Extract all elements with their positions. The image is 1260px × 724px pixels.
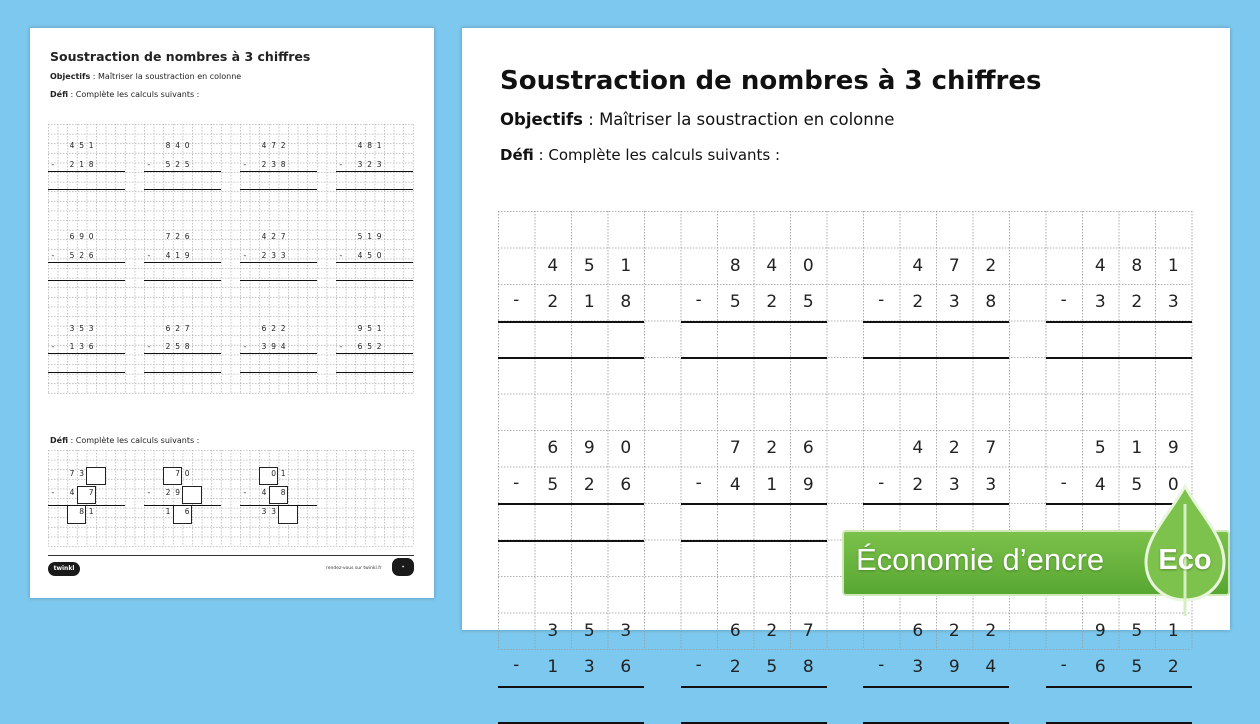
digit: 9: [948, 657, 960, 677]
thumbnail-digit: 9: [357, 323, 363, 333]
thumbnail-digit: 6: [357, 341, 363, 351]
answer-line: [498, 540, 644, 542]
answer-line: [681, 686, 827, 688]
answer-line: [681, 503, 827, 505]
digit: 5: [1131, 620, 1143, 641]
thumbnail-digit: 5: [175, 341, 180, 351]
thumbnail-digit: 7: [184, 323, 190, 333]
thumbnail-answer-line: [240, 171, 317, 172]
thumbnail-digit: 7: [280, 232, 286, 242]
thumbnail-answer-line: [144, 262, 221, 263]
digit: 5: [1094, 438, 1106, 458]
thumbnail-digit: 1: [376, 141, 382, 151]
digit: 2: [912, 474, 924, 495]
answer-line: [863, 357, 1009, 359]
thumbnail-digit: 3: [79, 469, 84, 478]
thumbnail-digit: 1: [165, 507, 171, 517]
thumbnail-answer-line: [240, 280, 317, 281]
thumbnail-digit: 5: [357, 232, 363, 242]
thumbnail-digit: 8: [184, 341, 190, 351]
digit: 8: [729, 255, 741, 276]
thumbnail-digit: 3: [88, 323, 94, 333]
digit: 9: [1167, 438, 1179, 458]
thumbnail-digit: 4: [261, 141, 267, 151]
thumbnail-digit: 5: [184, 159, 190, 169]
digit: 1: [1131, 438, 1143, 458]
digit: 3: [1167, 292, 1179, 312]
thumbnail-digit: 2: [271, 323, 276, 333]
digit: 3: [985, 474, 997, 495]
thumbnail-exercise-area: [30, 28, 434, 598]
thumbnail-answer-line: [240, 262, 317, 263]
digit: 2: [1131, 292, 1143, 312]
missing-digit-box: [182, 486, 201, 504]
thumbnail-digit: 5: [367, 341, 372, 351]
thumbnail-digit: 0: [184, 141, 190, 151]
thumbnail-answer-line: [240, 372, 317, 373]
digit: 6: [802, 438, 814, 458]
digit: 2: [766, 620, 778, 641]
digit: 6: [620, 657, 632, 677]
thumbnail-challenge-2: Défi : Complète les calculs suivants :: [50, 436, 200, 445]
minus-sign: -: [1060, 655, 1067, 675]
thumbnail-minus-sign: -: [243, 159, 247, 169]
digit: 2: [766, 292, 778, 312]
digit: 5: [1131, 657, 1143, 677]
digit: 5: [1131, 474, 1143, 495]
thumbnail-digit: 2: [280, 323, 286, 333]
thumbnail-digit: 4: [261, 232, 267, 242]
thumbnail-digit: 8: [88, 159, 94, 169]
missing-digit-box: [278, 505, 297, 523]
thumbnail-digit: 7: [165, 232, 171, 242]
thumbnail-digit: 4: [261, 488, 267, 498]
thumbnail-answer-line: [144, 372, 221, 373]
answer-line: [681, 321, 827, 323]
minus-sign: -: [1060, 290, 1067, 310]
digit: 8: [985, 292, 997, 312]
answer-line: [498, 686, 644, 688]
thumbnail-digit: 1: [280, 469, 286, 478]
thumbnail-challenge: Défi : Complète les calculs suivants :: [50, 90, 200, 99]
thumbnail-objectives: Objectifs : Maîtriser la soustraction en colonne: [50, 72, 242, 81]
thumbnail-digit: 5: [79, 323, 84, 333]
digit: 2: [985, 620, 997, 641]
answer-line: [863, 686, 1009, 688]
thumbnail-digit: 2: [79, 250, 84, 260]
thumbnail-digit: 5: [69, 250, 75, 260]
digit: 6: [912, 620, 924, 641]
thumbnail-digit: 6: [88, 341, 94, 351]
digit: 0: [620, 438, 632, 458]
digit: 0: [1167, 474, 1179, 495]
thumbnail-digit: 1: [376, 323, 382, 333]
digit: 4: [912, 255, 924, 276]
digit: 2: [1167, 657, 1179, 677]
thumbnail-digit: 1: [88, 507, 94, 517]
thumbnail-digit: 2: [165, 341, 171, 351]
digit: 6: [620, 474, 632, 495]
minus-sign: -: [513, 472, 520, 493]
digit: 4: [1094, 255, 1106, 276]
footer-site: rendez-vous sur twinkl.fr: [326, 566, 382, 571]
thumbnail-minus-sign: -: [243, 488, 247, 498]
thumbnail-digit: 1: [367, 232, 372, 242]
thumbnail-digit: 8: [165, 141, 171, 151]
digit: 1: [547, 657, 559, 677]
thumbnail-digit: 6: [184, 507, 190, 517]
answer-line: [498, 321, 644, 323]
thumbnail-digit: 6: [261, 323, 267, 333]
digit: 4: [547, 255, 559, 276]
digit: 3: [1094, 292, 1106, 312]
thumbnail-minus-sign: -: [51, 488, 55, 498]
twinkl-logo: twinkl: [48, 562, 80, 576]
digit: 4: [912, 438, 924, 458]
thumbnail-digit: 4: [357, 141, 363, 151]
thumbnail-answer-line: [48, 505, 125, 506]
answer-line: [498, 357, 644, 359]
digit: 4: [985, 657, 997, 677]
thumbnail-answer-line: [240, 505, 317, 506]
eco-badge: Eco: [1158, 544, 1212, 576]
thumbnail-digit: 2: [271, 232, 276, 242]
thumbnail-minus-sign: -: [51, 250, 55, 260]
digit: 3: [620, 620, 632, 641]
thumbnail-digit: 4: [357, 250, 363, 260]
minus-sign: -: [513, 655, 520, 675]
digit: 2: [547, 292, 559, 312]
digit: 3: [948, 474, 960, 495]
digit: 5: [583, 255, 595, 276]
thumbnail-digit: 7: [175, 469, 180, 478]
digit: 8: [802, 657, 814, 677]
thumbnail-answer-line: [48, 280, 125, 281]
thumbnail-answer-line: [240, 353, 317, 354]
digit: 0: [802, 255, 814, 276]
thumbnail-digit: 6: [165, 323, 171, 333]
thumbnail-minus-sign: -: [339, 341, 343, 351]
thumbnail-minus-sign: -: [147, 341, 151, 351]
thumbnail-minus-sign: -: [147, 488, 151, 498]
thumbnail-digit: 1: [88, 141, 94, 151]
digit: 1: [1167, 620, 1179, 641]
thumbnail-answer-line: [144, 353, 221, 354]
thumbnail-minus-sign: -: [243, 250, 247, 260]
thumbnail-answer-line: [336, 171, 413, 172]
thumbnail-digit: 8: [367, 141, 372, 151]
digit: 1: [766, 474, 778, 495]
thumbnail-digit: 0: [184, 469, 190, 478]
thumbnail-digit: 2: [261, 159, 267, 169]
thumbnail-answer-line: [336, 353, 413, 354]
digit: 5: [802, 292, 814, 312]
thumbnail-digit: 4: [69, 141, 75, 151]
thumbnail-digit: 9: [184, 250, 190, 260]
thumbnail-digit: 3: [69, 323, 75, 333]
thumbnail-grid-bottom: [48, 450, 414, 547]
thumbnail-digit: 4: [280, 341, 286, 351]
thumbnail-digit: 8: [280, 159, 286, 169]
thumbnail-answer-line: [144, 189, 221, 190]
digit: 3: [912, 657, 924, 677]
thumbnail-digit: 3: [261, 341, 267, 351]
thumbnail-digit: 6: [88, 250, 94, 260]
minus-sign: -: [878, 655, 885, 675]
worksheet-thumbnail[interactable]: [30, 28, 434, 598]
digit: 2: [583, 474, 595, 495]
thumbnail-digit: 4: [175, 141, 180, 151]
thumbnail-digit: 1: [79, 159, 84, 169]
digit: 2: [948, 438, 960, 458]
thumbnail-digit: 2: [69, 159, 75, 169]
minus-sign: -: [878, 290, 885, 310]
thumbnail-digit: 4: [165, 250, 171, 260]
missing-digit-box: [86, 467, 105, 485]
thumbnail-digit: 5: [165, 159, 171, 169]
thumbnail-minus-sign: -: [243, 341, 247, 351]
digit: 7: [802, 620, 814, 641]
thumbnail-digit: 3: [376, 159, 382, 169]
digit: 4: [766, 255, 778, 276]
digit: 7: [985, 438, 997, 458]
twinkl-badge-icon: ✦: [392, 558, 414, 576]
thumbnail-digit: 2: [280, 141, 286, 151]
answer-line: [1046, 686, 1192, 688]
minus-sign: -: [1060, 472, 1067, 493]
digit: 1: [583, 292, 595, 312]
thumbnail-digit: 2: [367, 159, 372, 169]
thumbnail-digit: 2: [175, 159, 180, 169]
thumbnail-digit: 5: [367, 323, 372, 333]
answer-line: [1046, 321, 1192, 323]
digit: 2: [985, 255, 997, 276]
digit: 5: [766, 657, 778, 677]
thumbnail-digit: 7: [271, 141, 276, 151]
thumbnail-digit: 7: [69, 469, 75, 478]
thumbnail-digit: 8: [280, 488, 286, 498]
thumbnail-digit: 5: [79, 141, 84, 151]
digit: 2: [948, 620, 960, 641]
thumbnail-answer-line: [336, 280, 413, 281]
thumbnail-answer-line: [144, 280, 221, 281]
answer-line: [681, 357, 827, 359]
digit: 4: [1094, 474, 1106, 495]
thumbnail-answer-line: [48, 189, 125, 190]
digit: 6: [729, 620, 741, 641]
thumbnail-digit: 3: [261, 507, 267, 517]
answer-line: [681, 540, 827, 542]
minus-sign: -: [513, 290, 520, 310]
thumbnail-digit: 3: [271, 507, 276, 517]
thumbnail-digit: 5: [367, 250, 372, 260]
answer-line: [863, 321, 1009, 323]
digit: 6: [547, 438, 559, 458]
thumbnail-answer-line: [48, 372, 125, 373]
thumbnail-digit: 6: [184, 232, 190, 242]
digit: 2: [912, 292, 924, 312]
digit: 2: [766, 438, 778, 458]
digit: 3: [948, 292, 960, 312]
digit: 4: [729, 474, 741, 495]
thumbnail-answer-line: [48, 171, 125, 172]
digit: 5: [583, 620, 595, 641]
thumbnail-digit: 3: [271, 159, 276, 169]
thumbnail-digit: 9: [79, 232, 84, 242]
digit: 5: [729, 292, 741, 312]
thumbnail-digit: 3: [357, 159, 363, 169]
thumbnail-digit: 4: [69, 488, 75, 498]
footer-divider: [48, 555, 414, 556]
digit: 5: [547, 474, 559, 495]
thumbnail-digit: 9: [271, 341, 276, 351]
digit: 9: [1094, 620, 1106, 641]
thumbnail-digit: 0: [376, 250, 382, 260]
thumbnail-digit: 1: [69, 341, 75, 351]
digit: 6: [1094, 657, 1106, 677]
thumbnail-minus-sign: -: [339, 159, 343, 169]
thumbnail-minus-sign: -: [51, 159, 55, 169]
answer-line: [498, 503, 644, 505]
digit: 9: [802, 474, 814, 495]
eco-banner-text: Économie d’encre: [856, 542, 1105, 577]
minus-sign: -: [878, 472, 885, 493]
thumbnail-digit: 2: [261, 250, 267, 260]
digit: 8: [620, 292, 632, 312]
thumbnail-minus-sign: -: [51, 341, 55, 351]
thumbnail-minus-sign: -: [339, 250, 343, 260]
thumbnail-answer-line: [48, 353, 125, 354]
thumbnail-answer-line: [336, 372, 413, 373]
thumbnail-digit: 3: [79, 341, 84, 351]
thumbnail-minus-sign: -: [147, 159, 151, 169]
thumbnail-digit: 2: [175, 323, 180, 333]
thumbnail-digit: 0: [271, 469, 276, 478]
thumbnail-digit: 2: [376, 341, 382, 351]
thumbnail-answer-line: [336, 189, 413, 190]
answer-line: [1046, 357, 1192, 359]
digit: 7: [729, 438, 741, 458]
thumbnail-answer-line: [144, 171, 221, 172]
thumbnail-answer-line: [48, 262, 125, 263]
digit: 7: [948, 255, 960, 276]
objectives-line: Objectifs : Maîtriser la soustraction en colonne: [500, 110, 895, 129]
thumbnail-digit: 2: [175, 232, 180, 242]
digit: 3: [547, 620, 559, 641]
minus-sign: -: [695, 472, 702, 493]
thumbnail-digit: 7: [88, 488, 94, 498]
thumbnail-title: Soustraction de nombres à 3 chiffres: [50, 49, 311, 64]
answer-line: [863, 503, 1009, 505]
digit: 9: [583, 438, 595, 458]
minus-sign: -: [695, 655, 702, 675]
thumbnail-digit: 8: [79, 507, 84, 517]
thumbnail-digit: 6: [69, 232, 75, 242]
thumbnail-digit: 1: [175, 250, 180, 260]
thumbnail-answer-line: [336, 262, 413, 263]
minus-sign: -: [695, 290, 702, 310]
digit: 1: [620, 255, 632, 276]
thumbnail-digit: 9: [175, 488, 180, 498]
thumbnail-digit: 3: [280, 250, 286, 260]
thumbnail-digit: 2: [165, 488, 171, 498]
thumbnail-answer-line: [240, 189, 317, 190]
digit: 8: [1131, 255, 1143, 276]
thumbnail-digit: 9: [376, 232, 382, 242]
digit: 1: [1167, 255, 1179, 276]
thumbnail-answer-line: [144, 505, 221, 506]
digit: 2: [729, 657, 741, 677]
thumbnail-digit: 3: [271, 250, 276, 260]
worksheet-title: Soustraction de nombres à 3 chiffres: [500, 66, 1042, 96]
challenge-line: Défi : Complète les calculs suivants :: [500, 146, 781, 164]
thumbnail-minus-sign: -: [147, 250, 151, 260]
thumbnail-digit: 0: [88, 232, 94, 242]
digit: 3: [583, 657, 595, 677]
